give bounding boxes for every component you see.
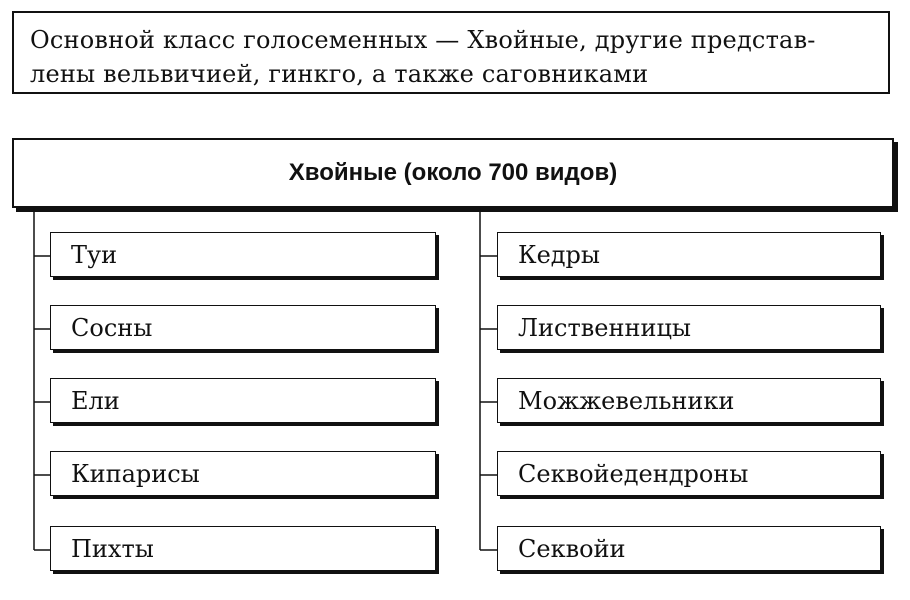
conifer-item-cypresses — [50, 451, 436, 496]
conifer-item-label: Кипарисы — [71, 459, 200, 488]
conifer-item-label: Пихты — [71, 534, 154, 563]
conifer-item-cedars — [497, 232, 881, 277]
intro-line-2: лены вельвичией, гинкго, а также саговниками — [30, 60, 649, 88]
conifers-header-title: Хвойные (около 700 видов) — [288, 159, 618, 186]
conifer-item-label: Лиственницы — [518, 313, 691, 342]
conifer-item-giant-sequoias — [497, 451, 881, 496]
conifer-item-thuja — [50, 232, 436, 277]
conifer-item-label: Сосны — [71, 313, 153, 342]
conifer-item-junipers — [497, 378, 881, 423]
conifer-item-spruces — [50, 378, 436, 423]
conifer-item-label: Кедры — [518, 240, 601, 269]
conifer-item-label: Туи — [71, 240, 118, 269]
conifer-item-larches — [497, 305, 881, 350]
intro-line-1: Основной класс голосеменных — Хвойные, другие представ- — [30, 26, 816, 54]
conifer-item-label: Можжевельники — [518, 386, 735, 415]
conifer-item-label: Секвойедендроны — [518, 459, 749, 488]
conifer-item-pines — [50, 305, 436, 350]
conifer-item-label: Ели — [71, 386, 120, 415]
conifer-item-label: Секвойи — [518, 534, 626, 563]
conifer-item-sequoias — [497, 526, 881, 571]
conifer-item-firs — [50, 526, 436, 571]
